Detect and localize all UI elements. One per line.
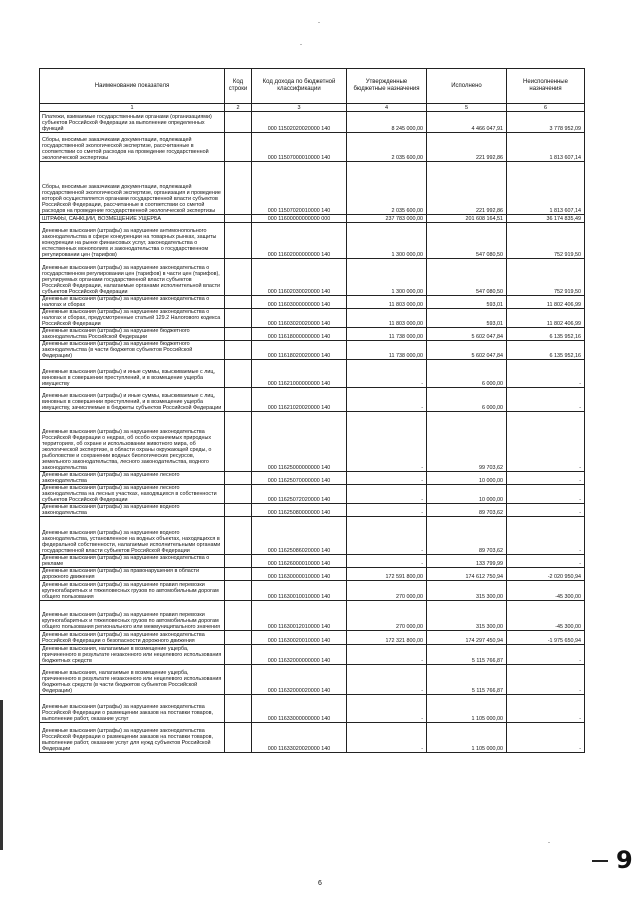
row-line-code xyxy=(225,517,252,555)
row-line-code xyxy=(225,309,252,328)
row-approved: - xyxy=(347,695,427,723)
row-name: Денежные взыскания (штрафы) за нарушение водного законодательства, установленное на водных объектах, находящихся в федеральной собственности, налагаемые исполнительными органами государственной власти субъектов Российской Федерации xyxy=(40,517,225,555)
table-row xyxy=(40,259,585,296)
row-unexecuted: 752 919,50 xyxy=(507,259,585,296)
table-row xyxy=(40,412,585,472)
row-unexecuted: 752 919,50 xyxy=(507,223,585,259)
row-approved: 270 000,00 xyxy=(347,581,427,601)
row-executed: 5 115 766,87 xyxy=(427,665,507,695)
row-name: Денежные взыскания (штрафы) за правонарушения в области дорожного движения xyxy=(40,568,225,581)
row-executed: 6 000,00 xyxy=(427,360,507,388)
row-unexecuted: - xyxy=(507,472,585,485)
row-approved: - xyxy=(347,388,427,412)
row-approved: - xyxy=(347,517,427,555)
row-income-code: 000 11621020020000 140 xyxy=(252,388,347,412)
table-row xyxy=(40,223,585,259)
table-row xyxy=(40,341,585,360)
row-unexecuted: 11 802 406,99 xyxy=(507,296,585,309)
row-name: Денежные взыскания (штрафы) за нарушение законодательства о налогах и сборах xyxy=(40,296,225,309)
row-line-code xyxy=(225,472,252,485)
row-approved: - xyxy=(347,360,427,388)
row-line-code xyxy=(225,360,252,388)
row-unexecuted: -45 300,00 xyxy=(507,601,585,631)
row-unexecuted: 3 778 952,09 xyxy=(507,112,585,133)
table-row xyxy=(40,215,585,223)
row-unexecuted: -45 300,00 xyxy=(507,581,585,601)
row-approved: - xyxy=(347,645,427,665)
row-executed: 4 466 047,91 xyxy=(427,112,507,133)
row-approved: 11 803 000,00 xyxy=(347,296,427,309)
row-name: Денежные взыскания (штрафы) за нарушение правил перевозки крупногабаритных и тяжеловесных грузов по автомобильным дорогам общего пользования xyxy=(40,581,225,601)
table-row xyxy=(40,133,585,162)
row-name: Денежные взыскания (штрафы) за нарушение законодательства Российской Федерации о размещении заказов на поставки товаров, выполнение работ, оказание услуг для нужд субъектов Российской Федерации xyxy=(40,723,225,753)
scan-speck xyxy=(300,44,302,45)
page-number: 6 xyxy=(318,880,322,887)
table-row xyxy=(40,601,585,631)
row-unexecuted: 6 135 952,16 xyxy=(507,328,585,341)
row-unexecuted: -2 020 950,94 xyxy=(507,568,585,581)
row-executed: 315 300,00 xyxy=(427,581,507,601)
row-unexecuted: - xyxy=(507,485,585,504)
column-number: 6 xyxy=(507,104,585,112)
row-name: Денежные взыскания (штрафы) за нарушение лесного законодательства xyxy=(40,472,225,485)
row-approved: - xyxy=(347,485,427,504)
row-income-code: 000 11602000000000 140 xyxy=(252,223,347,259)
table-row xyxy=(40,296,585,309)
column-number: 1 xyxy=(40,104,225,112)
row-income-code: 000 11630000010000 140 xyxy=(252,568,347,581)
row-name: Платежи, взимаемые государственными органами (организациями) субъектов Российской Федерации за выполнение определенных функций xyxy=(40,112,225,133)
row-executed: 5 602 047,84 xyxy=(427,328,507,341)
row-unexecuted: - xyxy=(507,504,585,517)
row-name: Сборы, вносимые заказчиками документации, подлежащей государственной экологической экспертизе, организация и проведение которой осуществляется органами государственной власти субъектов Российской Федерации, рассчитанные в соответствии со сметой расходов на проведение государственной экологической экспертизы xyxy=(40,162,225,215)
income-table-wrapper xyxy=(39,68,584,874)
row-executed: 6 000,00 xyxy=(427,388,507,412)
row-income-code: 000 11625000000000 140 xyxy=(252,412,347,472)
row-approved: 8 245 000,00 xyxy=(347,112,427,133)
row-executed: 174 612 750,94 xyxy=(427,568,507,581)
row-income-code: 000 11621000000000 140 xyxy=(252,360,347,388)
table-row xyxy=(40,645,585,665)
row-executed: 10 000,00 xyxy=(427,472,507,485)
row-income-code: 000 11630012010000 140 xyxy=(252,601,347,631)
table-row xyxy=(40,568,585,581)
row-income-code: 000 11618020020000 140 xyxy=(252,341,347,360)
row-name: Денежные взыскания (штрафы) за нарушение законодательства Российской Федерации о недрах, об особо охраняемых природных территориях, об охране и использовании животного мира, об экологической экспертизе, в области охраны окружающей среды, о рыболовстве и сохранении водных биологических ресурсов, земельного законодательства, лесного законодательства, водного законодательства xyxy=(40,412,225,472)
row-name: Денежные взыскания (штрафы) за нарушение бюджетного законодательства (в части бюджетов субъектов Российской Федерации) xyxy=(40,341,225,360)
row-income-code: 000 11626000010000 140 xyxy=(252,555,347,568)
row-approved: 11 803 000,00 xyxy=(347,309,427,328)
row-name: Денежные взыскания (штрафы) за нарушение законодательства о государственном регулировании цен (тарифов) в части цен (тарифов), регулируемых органами государственной власти субъектов Российской Федерации, налагаемые органами исполнительной власти субъектов Российской Федерации xyxy=(40,259,225,296)
row-approved: 2 035 600,00 xyxy=(347,133,427,162)
table-row xyxy=(40,485,585,504)
row-income-code: 000 11600000000000 000 xyxy=(252,215,347,223)
row-name: Денежные взыскания (штрафы) за нарушение законодательства Российской Федерации о безопасности дорожного движения xyxy=(40,631,225,645)
table-row xyxy=(40,723,585,753)
row-line-code xyxy=(225,223,252,259)
row-name: Денежные взыскания (штрафы) и иные суммы, взыскиваемые с лиц, виновных в совершении преступлений, и в возмещение ущерба имуществу, зачисляемые в бюджеты субъектов Российской Федерации xyxy=(40,388,225,412)
table-body xyxy=(40,112,585,753)
row-executed: 5 602 047,84 xyxy=(427,341,507,360)
row-line-code xyxy=(225,631,252,645)
row-approved: - xyxy=(347,472,427,485)
table-row xyxy=(40,504,585,517)
header-line-code: Код строки xyxy=(225,69,252,104)
column-number: 2 xyxy=(225,104,252,112)
column-number-row xyxy=(40,104,585,112)
table-row xyxy=(40,695,585,723)
row-name: ШТРАФЫ, САНКЦИИ, ВОЗМЕЩЕНИЕ УЩЕРБА xyxy=(40,215,225,223)
row-approved: - xyxy=(347,412,427,472)
row-approved: - xyxy=(347,504,427,517)
table-row xyxy=(40,665,585,695)
header-income-code: Код дохода по бюджетной классификации xyxy=(252,69,347,104)
row-executed: 89 703,62 xyxy=(427,517,507,555)
row-line-code xyxy=(225,133,252,162)
table-row xyxy=(40,309,585,328)
row-line-code xyxy=(225,259,252,296)
row-income-code: 000 11603000000000 140 xyxy=(252,296,347,309)
row-name: Денежные взыскания (штрафы) за нарушение законодательства о рекламе xyxy=(40,555,225,568)
row-unexecuted: 1 813 607,14 xyxy=(507,133,585,162)
row-unexecuted: - xyxy=(507,412,585,472)
row-unexecuted: 36 174 835,49 xyxy=(507,215,585,223)
row-line-code xyxy=(225,112,252,133)
table-row xyxy=(40,388,585,412)
row-line-code xyxy=(225,581,252,601)
row-approved: - xyxy=(347,555,427,568)
row-name: Денежные взыскания (штрафы) за нарушение лесного законодательства на лесных участках, находящихся в собственности субъектов Российской Федерации xyxy=(40,485,225,504)
column-number: 5 xyxy=(427,104,507,112)
table-row xyxy=(40,112,585,133)
income-table xyxy=(39,68,585,753)
table-row xyxy=(40,581,585,601)
row-line-code xyxy=(225,695,252,723)
row-approved: 1 300 000,00 xyxy=(347,223,427,259)
row-executed: 133 799,99 xyxy=(427,555,507,568)
row-line-code xyxy=(225,601,252,631)
row-name: Денежные взыскания (штрафы) за нарушение антимонопольного законодательства в сфере конкуренции на товарных рынках, защиты конкуренции на рынке финансовых услуг, законодательства о естественных монополиях и законодательства о государственном регулировании цен (тарифов) xyxy=(40,223,225,259)
row-approved: 172 591 800,00 xyxy=(347,568,427,581)
row-income-code: 000 11618000000000 140 xyxy=(252,328,347,341)
row-executed: 547 080,50 xyxy=(427,259,507,296)
row-income-code: 000 11502020020000 140 xyxy=(252,112,347,133)
row-income-code: 000 11602030020000 140 xyxy=(252,259,347,296)
row-executed: 5 115 766,87 xyxy=(427,645,507,665)
row-executed: 1 105 000,00 xyxy=(427,723,507,753)
row-unexecuted: -1 975 650,94 xyxy=(507,631,585,645)
table-row xyxy=(40,472,585,485)
row-unexecuted: 6 135 952,16 xyxy=(507,341,585,360)
row-income-code: 000 11625070000000 140 xyxy=(252,472,347,485)
row-income-code: 000 11625080000000 140 xyxy=(252,504,347,517)
row-unexecuted: - xyxy=(507,360,585,388)
row-income-code: 000 11633020020000 140 xyxy=(252,723,347,753)
row-name: Денежные взыскания (штрафы) и иные суммы, взыскиваемые с лиц, виновных в совершении преступлений, и в возмещение ущерба имуществу xyxy=(40,360,225,388)
row-name: Денежные взыскания (штрафы) за нарушение законодательства о налогах и сборах, предусмотренные статьей 129.2 Налогового кодекса Российской Федерации xyxy=(40,309,225,328)
row-line-code xyxy=(225,555,252,568)
header-unexecuted: Неисполненные назначения xyxy=(507,69,585,104)
row-executed: 547 080,50 xyxy=(427,223,507,259)
row-income-code: 000 11630010010000 140 xyxy=(252,581,347,601)
row-income-code: 000 11632000020000 140 xyxy=(252,665,347,695)
row-unexecuted: - xyxy=(507,695,585,723)
row-name: Сборы, вносимые заказчиками документации, подлежащей государственной экологической экспертизе, рассчитанные в соответствии со сметой расходов на проведение государственной экологической экспертизы xyxy=(40,133,225,162)
row-income-code: 000 11507000010000 140 xyxy=(252,133,347,162)
row-income-code: 000 11625086020000 140 xyxy=(252,517,347,555)
row-name: Денежные взыскания (штрафы) за нарушение правил перевозки крупногабаритных и тяжеловесных грузов по автомобильным дорогам общего пользования регионального или межмуниципального значения xyxy=(40,601,225,631)
row-unexecuted: - xyxy=(507,723,585,753)
row-line-code xyxy=(225,723,252,753)
scan-speck xyxy=(548,842,550,843)
table-row xyxy=(40,360,585,388)
row-executed: 1 105 000,00 xyxy=(427,695,507,723)
corner-dash xyxy=(592,860,608,862)
row-line-code xyxy=(225,645,252,665)
header-approved: Утвержденные бюджетные назначения xyxy=(347,69,427,104)
row-executed: 221 992,86 xyxy=(427,133,507,162)
row-unexecuted: - xyxy=(507,388,585,412)
scan-speck xyxy=(318,22,320,23)
row-executed: 221 992,86 xyxy=(427,162,507,215)
row-income-code: 000 11633000000000 140 xyxy=(252,695,347,723)
column-number: 3 xyxy=(252,104,347,112)
row-line-code xyxy=(225,504,252,517)
row-unexecuted: - xyxy=(507,645,585,665)
row-name: Денежные взыскания (штрафы) за нарушение законодательства Российской Федерации о размещении заказов на поставки товаров, выполнение работ, оказание услуг xyxy=(40,695,225,723)
row-approved: 270 000,00 xyxy=(347,601,427,631)
row-approved: 11 738 000,00 xyxy=(347,341,427,360)
row-executed: 593,01 xyxy=(427,309,507,328)
row-executed: 201 608 164,51 xyxy=(427,215,507,223)
row-unexecuted: 1 813 607,14 xyxy=(507,162,585,215)
row-line-code xyxy=(225,162,252,215)
row-executed: 89 703,62 xyxy=(427,504,507,517)
row-line-code xyxy=(225,328,252,341)
row-line-code xyxy=(225,296,252,309)
row-approved: 11 738 000,00 xyxy=(347,328,427,341)
row-executed: 10 000,00 xyxy=(427,485,507,504)
row-approved: 1 300 000,00 xyxy=(347,259,427,296)
row-line-code xyxy=(225,568,252,581)
row-line-code xyxy=(225,665,252,695)
table-row xyxy=(40,517,585,555)
row-executed: 593,01 xyxy=(427,296,507,309)
table-row xyxy=(40,328,585,341)
row-line-code xyxy=(225,485,252,504)
row-income-code: 000 11632000000000 140 xyxy=(252,645,347,665)
row-executed: 99 703,62 xyxy=(427,412,507,472)
table-row xyxy=(40,555,585,568)
corner-page-mark: 9 xyxy=(616,846,633,874)
row-executed: 174 297 450,94 xyxy=(427,631,507,645)
row-executed: 315 300,00 xyxy=(427,601,507,631)
row-income-code: 000 11603020020000 140 xyxy=(252,309,347,328)
row-approved: 2 035 600,00 xyxy=(347,162,427,215)
table-row xyxy=(40,631,585,645)
row-approved: 237 783 000,00 xyxy=(347,215,427,223)
row-name: Денежные взыскания, налагаемые в возмещение ущерба, причиненного в результате незаконного или нецелевого использования бюджетных средств (в части бюджетов субъектов Российской Федерации) xyxy=(40,665,225,695)
row-name: Денежные взыскания (штрафы) за нарушение водного законодательства xyxy=(40,504,225,517)
row-unexecuted: - xyxy=(507,555,585,568)
header-name: Наименование показателя xyxy=(40,69,225,104)
row-income-code: 000 11625072020000 140 xyxy=(252,485,347,504)
table-header-row xyxy=(40,69,585,104)
header-executed: Исполнено xyxy=(427,69,507,104)
row-line-code xyxy=(225,341,252,360)
row-unexecuted: - xyxy=(507,665,585,695)
column-number: 4 xyxy=(347,104,427,112)
row-line-code xyxy=(225,215,252,223)
scan-edge-mark xyxy=(0,700,3,850)
row-line-code xyxy=(225,412,252,472)
row-approved: - xyxy=(347,665,427,695)
row-approved: - xyxy=(347,723,427,753)
row-name: Денежные взыскания, налагаемые в возмещение ущерба, причиненного в результате незаконного или нецелевого использования бюджетных средств xyxy=(40,645,225,665)
row-unexecuted: - xyxy=(507,517,585,555)
table-row xyxy=(40,162,585,215)
row-income-code: 000 11630020010000 140 xyxy=(252,631,347,645)
row-income-code: 000 11507020010000 140 xyxy=(252,162,347,215)
row-unexecuted: 11 802 406,99 xyxy=(507,309,585,328)
row-line-code xyxy=(225,388,252,412)
row-approved: 172 321 800,00 xyxy=(347,631,427,645)
row-name: Денежные взыскания (штрафы) за нарушение бюджетного законодательства Российской Федерации xyxy=(40,328,225,341)
